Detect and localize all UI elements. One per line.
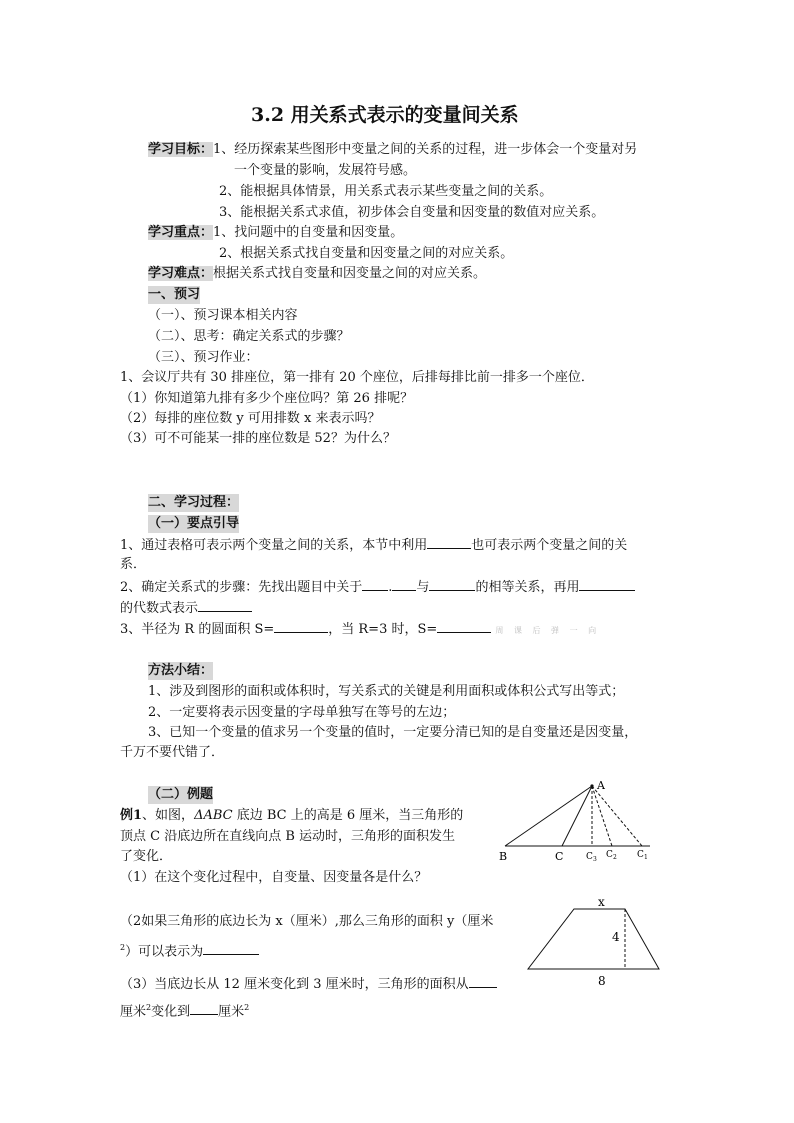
superscript: 2 bbox=[146, 1003, 152, 1012]
dashed-ac1 bbox=[592, 786, 642, 846]
triangle-symbol: ΔABC bbox=[194, 808, 233, 823]
objective-item: 2、能根据具体情景，用关系式表示某些变量之间的关系。 bbox=[219, 184, 553, 199]
dashed-ac2 bbox=[592, 786, 612, 846]
guide-text: 也可表示两个变量之间的关 bbox=[471, 538, 628, 553]
triangle-figure bbox=[495, 776, 665, 868]
blank[interactable] bbox=[469, 975, 497, 988]
trapezoid-figure bbox=[520, 893, 670, 991]
objective-item: 1、经历探索某些图形中变量之间的关系的过程，进一步体会一个变量对另 bbox=[213, 142, 638, 157]
preview-question: （3）可不可能某一排的座位数是 52？为什么？ bbox=[120, 431, 396, 446]
example-question-3-cont bbox=[120, 999, 249, 1021]
preview-item: （二）、思考：确定关系式的步骤？ bbox=[148, 329, 350, 344]
label-b: B bbox=[499, 850, 508, 863]
guide-text: 的代数式表示 bbox=[120, 601, 199, 616]
side-ab bbox=[505, 786, 592, 846]
example-text: ）可以表示为 bbox=[125, 944, 204, 960]
blank[interactable] bbox=[427, 536, 471, 549]
example-text: 了变化． bbox=[120, 849, 173, 864]
examples-heading: （二）例题 bbox=[148, 787, 214, 802]
example-question-2-cont bbox=[120, 939, 259, 961]
example-text: 底边 BC 上的高是 6 厘米，当三角形的 bbox=[232, 808, 464, 823]
blank[interactable] bbox=[198, 599, 252, 612]
summary-item: 3、已知一个变量的值求另一个变量的值时，一定要分清已知的是自变量还是因变量， bbox=[148, 725, 638, 740]
key-point-item: 2、根据关系式找自变量和因变量之间的对应关系。 bbox=[219, 246, 514, 261]
faint-text: 周 课 后 弹 一 向 bbox=[495, 626, 601, 635]
key-points-label: 学习重点： bbox=[148, 225, 214, 240]
label-c1: C bbox=[637, 850, 644, 860]
preview-problem: 1、会议厅共有 30 排座位，第一排有 20 个座位，后排每排比前一排多一个座位． bbox=[120, 370, 594, 385]
example-question-3 bbox=[120, 975, 497, 994]
difficulty-text: 根据关系式找自变量和因变量之间的对应关系。 bbox=[213, 266, 487, 281]
preview-item: （一）、预习课本相关内容 bbox=[148, 308, 298, 323]
key-point-item: 1、找问题中的自变量和因变量。 bbox=[213, 225, 404, 240]
guide-text: 系． bbox=[120, 557, 147, 572]
difficulty-section bbox=[148, 265, 486, 283]
objective-item: 一个变量的影响，发展符号感。 bbox=[234, 163, 417, 178]
difficulty-label: 学习难点： bbox=[148, 266, 214, 281]
guide-text: ，当 R=3 时，S= bbox=[328, 622, 438, 637]
preview-question: （2）每排的座位数 y 可用排数 x 来表示吗？ bbox=[120, 411, 381, 426]
page-title: 3.2 用关系式表示的变量间关系 bbox=[251, 104, 519, 126]
example-label: 例1 bbox=[120, 808, 143, 823]
blank[interactable] bbox=[274, 620, 328, 633]
guide-text: 1、通过表格可表示两个变量之间的关系，本节中利用 bbox=[120, 538, 428, 553]
guide-point-1 bbox=[120, 536, 627, 555]
key-points-section bbox=[148, 224, 403, 242]
example-question: （1）在这个变化过程中，自变量、因变量各是什么？ bbox=[120, 870, 428, 885]
label-c3: C bbox=[586, 852, 593, 862]
objectives-section bbox=[148, 141, 637, 159]
summary-item: 2、一定要将表示因变量的字母单独写在等号的左边； bbox=[148, 705, 456, 720]
blank[interactable] bbox=[429, 578, 475, 591]
label-a: A bbox=[597, 779, 605, 792]
example-text: 变化到 bbox=[151, 1004, 191, 1020]
example-text: 厘米 bbox=[120, 1004, 147, 1020]
guide-text: 的相等关系，再用 bbox=[475, 580, 580, 595]
objectives-label: 学习目标： bbox=[148, 142, 214, 157]
guide-text: 2、确定关系式的步骤：先找出题目中关于 bbox=[120, 580, 363, 595]
summary-item: 1、涉及到图形的面积或体积时，写关系式的关键是利用面积或体积公式写出等式； bbox=[148, 684, 625, 699]
blank[interactable] bbox=[579, 578, 635, 591]
blank[interactable] bbox=[437, 620, 491, 633]
example-text: 、如图， bbox=[142, 808, 195, 823]
label-bottom-8: 8 bbox=[598, 974, 606, 988]
preview-heading: 一、预习 bbox=[148, 287, 201, 302]
label-c2-sub: 2 bbox=[613, 854, 617, 861]
example-text: （3）当底边长从 12 厘米变化到 3 厘米时，三角形的面积从 bbox=[120, 977, 469, 992]
preview-item: （三）、预习作业： bbox=[148, 350, 259, 365]
summary-item: 千万不要代错了． bbox=[120, 745, 225, 760]
example-text: 厘米 bbox=[218, 1004, 245, 1020]
example-1-line bbox=[120, 807, 463, 825]
label-height-4: 4 bbox=[612, 930, 620, 944]
example-text: 顶点 C 沿底边所在直线向点 B 运动时，三角形的面积发生 bbox=[120, 829, 456, 844]
label-c2: C bbox=[606, 850, 613, 860]
guide-text: 3、半径为 R 的圆面积 S= bbox=[120, 622, 275, 637]
guide-point-3 bbox=[120, 620, 600, 640]
superscript: 2 bbox=[244, 1003, 250, 1012]
guide-text: 与 bbox=[416, 580, 430, 595]
example-question: （2如果三角形的底边长为 x（厘米）,那么三角形的面积 y（厘米 bbox=[120, 914, 494, 929]
key-guide-heading: （一）要点引导 bbox=[148, 516, 240, 531]
process-heading: 二、学习过程： bbox=[148, 495, 240, 510]
superscript: 2 bbox=[120, 943, 126, 952]
vertex-a bbox=[590, 784, 593, 787]
guide-point-2: 2、确定关系式的步骤：先找出题目中关于 . 与 的相等关系，再用 bbox=[120, 578, 635, 597]
trapezoid-shape bbox=[528, 909, 659, 969]
preview-question: （1）你知道第九排有多少个座位吗？第 26 排呢？ bbox=[120, 391, 414, 406]
summary-heading: 方法小结： bbox=[148, 663, 214, 678]
blank[interactable] bbox=[190, 1002, 218, 1015]
side-ac bbox=[562, 786, 592, 846]
blank[interactable] bbox=[203, 942, 259, 955]
label-c: C bbox=[555, 850, 564, 863]
label-c3-sub: 3 bbox=[593, 856, 597, 863]
label-c1-sub: 1 bbox=[644, 854, 648, 861]
blank[interactable] bbox=[362, 578, 388, 591]
label-top-x: x bbox=[598, 895, 605, 909]
guide-point-2-cont bbox=[120, 599, 252, 618]
blank[interactable] bbox=[392, 578, 416, 591]
objective-item: 3、能根据关系式求值，初步体会自变量和因变量的数值对应关系。 bbox=[219, 205, 605, 220]
